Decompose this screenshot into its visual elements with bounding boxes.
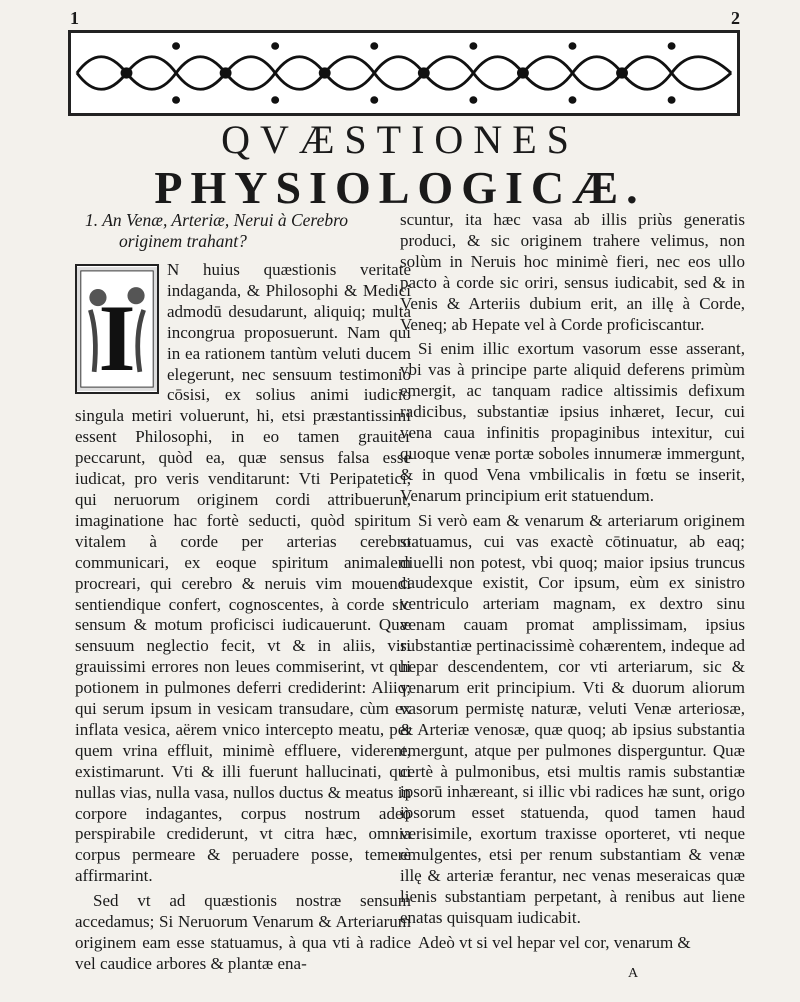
question-head-line-1: An Venæ, Arteriæ, Nerui à Cerebro — [102, 210, 348, 230]
dropcap-letter: I — [98, 284, 136, 391]
right-column — [400, 210, 745, 958]
folio-right: 2 — [731, 8, 740, 28]
right-paragraph-3: Si verò eam & venarum & arteriarum originem statuamus, cui vas exactè cōtinuatur, ab eaq; diuelli non potest, vbi quoq; maior ipsius truncus caudexque existit, Cor ipsum, eùm ex sinistro ventriculo arteriam magnam, ex dextro sinu venam cauam promat amplissimam, ipsius substantiæ pertinacissimè cohærentem, indeque ad hepar descendentem, cor vti arteriarum, sic & venarum erit principium. Vti & duorum aliorum vasorum permistę naturæ, veluti Venæ arteriosæ, & Arteriæ venosæ, quæ quoq; ab ipsius substantia emergunt, atque per pulmones disperguntur. Quæ certè à pulmonibus, etsi multis ramis substantiæ ipsorū inhæreant, si illic vbi radices hæ sunt, origo ipsorum esset statuenda, quod tamen haud verisimile, exortum traxisse oporteret, vti neque emulgentes, etsi per renum substantiam & venæ illę & arteriæ ferantur, nec venas meseraicas quæ lienis substantiam perpetant, à renibus aut liene enatas quisquam iudicabit. — [400, 510, 745, 927]
left-paragraph-1: N huius quæstionis veritate indaganda, & Philosophi & Medici admodū desudarunt, aliquiq; multa incongrua proposuerunt. Nam qui in ea rationem tantùm veluti ducem elegerunt, nec sensuum testimonio cōsisi, ex solius animi iudicio singula metiri voluerunt, hi, etsi præstantissimi essent Philosophi, in eo tamen grauiter peccarunt, quòd ea, quæ sensus falsa esse iudicat, pro veris venditarunt: Vti Peripatetici, qui neruorum originem cordi attribuerunt, imaginatione hac fortè seducti, quòd spiritum vitalem à corde per arterias cerebro communicari, ex eoque spiritum animalem procreari, qui cerebro & neruis vim mouendi sentiendique confert, cognoscentes, à corde sic sensum & motum proficisci iudicauerunt. Quæ sensuum neglectio fecit, vt & in aliis, viri grauissimi errores non leues commiserint, vt qui potionem in pulmones deferri crediderint: Aliiq; qui serum ipsum in vesicam transudare, cùm ex inflata vesica, aërem vnico intercepto meatu, per quem vrina effluit, minimè effluere, viderent, existimarunt. Vti & illi fuerunt hallucinati, qui nullas vias, nulla vasa, nullos ductus & meatus in corpore indagantes, corpus nostrum adeò perspirabile crediderunt, vt citra hæc, omnia corpus permeare & peruadere posse, temerè affirmarint. — [75, 260, 411, 886]
right-paragraph-2: Si enim illic exortum vasorum esse asserant, vbi vas à principe parte aliquid deferens primùm emergit, ac tanquam radice altissimis defixum radicibus, substantiæ ipsius inhæret, Iecur, cui vena caua infinitis propaginibus intexitur, cui quoque venæ portæ soboles innumeræ immergunt, & in quod Vena vmbilicalis in fœtu se inserit, Venarum principium erit statuendum. — [400, 339, 745, 505]
question-head-line-2: originem trahant? — [119, 231, 247, 251]
floral-headpiece-ornament-icon — [68, 30, 740, 116]
left-column — [75, 210, 411, 979]
page-title — [0, 118, 800, 214]
right-paragraph-4: Adeò vt si vel hepar vel cor, venarum & — [418, 932, 691, 952]
signature-mark: A — [628, 966, 639, 981]
title-line-2: PHYSIOLOGICÆ. — [154, 162, 646, 213]
right-paragraph-1: scuntur, ita hæc vasa ab illis priùs generatis produci, & sic originem trahere velimus, non solùm in Neruis hoc minimè fieri, nec eos ullo pacto à corde sic oriri, sensus iudicabit, sed & in Venis & Arteriis dubium erit, an illę à Corde, Veneq; ab Hepate vel à Corde proficiscantur. — [400, 210, 745, 334]
question-number: 1. — [85, 210, 99, 230]
left-paragraph-2: Sed vt ad quæstionis nostræ sensum accedamus; Si Neruorum Venarum & Arteriarum originem eam esse statuamus, à qua vti à radice vel caudice arbores & plantæ ena- — [75, 891, 411, 973]
title-line-1: QVÆSTIONES — [221, 117, 579, 162]
historiated-initial-I-icon — [75, 264, 159, 394]
question-heading — [85, 210, 411, 252]
folio-left: 1 — [70, 8, 79, 28]
